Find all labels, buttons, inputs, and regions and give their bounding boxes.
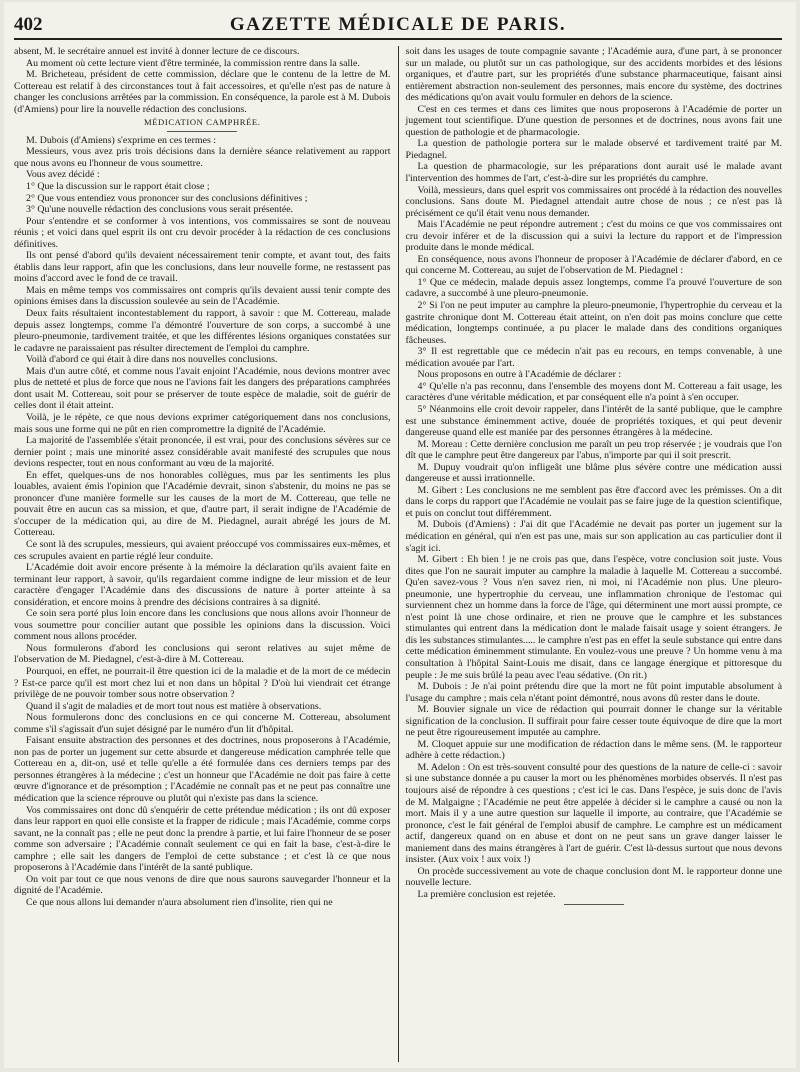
paragraph: La question de pharmacologie, sur les préparations dont aurait usé le malade avant l'intervention des hommes de l'art, c'est-à-dire sur les propriétés du camphre.: [405, 161, 782, 185]
paragraph: 5° Néanmoins elle croit devoir rappeler, dans l'intérêt de la santé publique, que le camphre est une substance éminemment active, douée de propriétés toxiques, et qui peut devenir dangereuse quand elle est maniée par des personnes étrangères à la médecine.: [405, 403, 782, 439]
paragraph: M. Dupuy voudrait qu'on infligeât une blâme plus sévère contre une médication aussi dangereuse et aussi irrationnelle.: [405, 461, 782, 485]
paragraph: M. Moreau : Cette dernière conclusion me paraît un peu trop réservée ; je voudrais que l'on dît que le camphre peut être dangereux par l'abus, n'importe par qui il soit prescrit.: [405, 438, 782, 462]
paragraph: Mais d'un autre côté, et comme nous l'avait enjoint l'Académie, nous devions montrer avec plus de netteté et plus de force que nous ne l'avions fait les dangers des préparations camphrées dont usait M. Cottereau, soit pour se préserver de toute espèce de maladie, soit de guérir de celles dont il était atteint.: [14, 365, 391, 412]
paragraph: 2° Que vous entendiez vous prononcer sur des conclusions définitives ;: [26, 192, 308, 204]
paragraph: Vos commissaires ont donc dû s'enquérir de cette prétendue médication ; ils ont dû exposer dans leur rapport en quoi elle consiste et la frapper de ridicule ; mais l'Académie, comme corps savant, ne la connaît pas ; elle ne peut donc la prendre à partie, et lui faire l'honneur de se poser comme son adversaire ; l'Académie connaît seulement ce qui en fait la base, c'est-à-dire le camphre ; elle sait les dangers de l'emploi de cette substance ; et c'est là ce que nous proposerons à l'Académie dans l'intérêt de la santé publique.: [14, 804, 391, 874]
paragraph: Quand il s'agit de maladies et de mort tout nous est matière à observations.: [26, 700, 322, 712]
paragraph: 3° Il est regrettable que ce médecin n'ait pas eu recours, en temps convenable, à une médication avouée par l'art.: [405, 346, 782, 369]
paragraph: La majorité de l'assemblée s'était prononcée, il est vrai, pour des conclusions sévères sur ce dernier point ; mais une minorité assez considérable avait manifesté des scrupules que nous devions respecter, tout en nous conformant au vœu de la majorité.: [14, 435, 391, 470]
paragraph: Mais l'Académie ne peut répondre autrement ; c'est du moins ce que vos commissaires ont cru devoir inférer et de la discussion qui a suivi la lecture du rapport et de l'impression produite dans le monde médical.: [405, 219, 782, 254]
paragraph: M. Cloquet appuie sur une modification de rédaction dans le même sens. (M. le rapporteur adhère à cette rédaction.): [405, 738, 782, 762]
paragraph: Pourquoi, en effet, ne pourrait-il être question ici de la maladie et de la mort de ce médecin ? Est-ce parce qu'il est mort chez lui et non dans un hôpital ? D'où lui viendrait cet étrange privilège de ne pouvoir tomber sous notre observation ?: [14, 665, 391, 701]
paragraph: M. Bouvier signale un vice de rédaction qui pourrait donner le change sur la véritable signification de la conclusion. Il suffirait pour faire cesser toute équivoque de dire que la mort ne peut être rigoureusement imputée au camphre.: [405, 704, 782, 739]
paragraph: Vous avez décidé :: [26, 169, 100, 181]
paragraph: M. Dubois (d'Amiens) : J'ai dit que l'Académie ne devait pas porter un jugement sur la médication en général, qui n'en est pas une, mais sur son application au cas particulier dont il s'agit ici.: [405, 519, 782, 554]
left-column: [14, 46, 398, 1062]
paragraph: Voilà, je le répète, ce que nous devions exprimer catégoriquement dans nos conclusions, mais sous une forme qui ne pût en rien compromettre la dignité de l'Académie.: [14, 411, 391, 435]
paragraph: Ce soin sera porté plus loin encore dans les conclusions que nous allons avoir l'honneur de vous soumettre pour concilier autant que possible les opinions dans la discussion. Voici comment nous allons procéder.: [14, 608, 391, 643]
paragraph: M. Gibert : Eh bien ! je ne crois pas que, dans l'espèce, votre conclusion soit juste. Vous dites que l'on ne saurait imputer au camphre la maladie à laquelle M. Cottereau a succombé. Qu'en savez-vous ? Vous n'en savez rien, ni moi, ni l'Académie non plus. Une pleuro-pneumonie, une hypertrophie du cerveau, une inflammation chronique de l'estomac qui surviennent chez un homme dans la force de l'âge, qui déterminent une mort aussi prompte, ce n'est point là une chose ordinaire, et rien ne prouve que le camphre et les substances stimulantes qui entrent dans la médication dont le malade faisait usage y soient étrangers. Je dis les substances stimulantes..... le camphre n'est pas en effet la seule substance qui entre dans cette médication éminemment stimulante. En voulez-vous une preuve ? Un homme venu à ma consultation à l'hôpital Saint-Louis me disait, dans ce langage énergique et pittoresque du peuple : Je me suis brûlé la peau avec l'eau sédative. (On rit.): [405, 554, 782, 681]
paragraph: On procède successivement au vote de chaque conclusion dont M. le rapporteur donne une nouvelle lecture.: [405, 865, 782, 889]
paragraph: Au moment où cette lecture vient d'être terminée, la commission rentre dans la salle.: [26, 57, 360, 69]
paragraph: La question de pathologie portera sur le malade observé et tardivement traité par M. Piedagnel.: [405, 138, 782, 161]
paragraph: Ce sont là des scrupules, messieurs, qui avaient préoccupé vos commissaires eux-mêmes, et ces scrupules avaient en partie réglé leur conduite.: [14, 538, 391, 562]
paragraph: 4° Qu'elle n'a pas reconnu, dans l'ensemble des moyens dont M. Cottereau a fait usage, les caractères d'une véritable médication, et par conséquent elle n'a point à s'en occuper.: [405, 380, 782, 404]
paragraph: Messieurs, vous avez pris trois décisions dans la dernière séance relativement au rapport que nous avons eu l'honneur de vous soumettre.: [14, 146, 391, 169]
paragraph: soit dans les usages de toute compagnie savante ; l'Académie aura, d'une part, à se prononcer sur un malade, ou plutôt sur un cas pathologique, sur des accidents morbides et des lésions organiques, et d'autre part, sur les propriétés d'une substance pharmaceutique, faisant ainsi entièrement abstraction non-seulement des personnes, mais encore du système, des doctrines des médications qu'on avait voulu formuler en dehors de la science.: [405, 46, 782, 104]
article-columns: [14, 46, 782, 1062]
paragraph: absent, M. le secrétaire annuel est invité à donner lecture de ce discours.: [14, 46, 300, 57]
page-header: [14, 10, 782, 40]
paragraph: Nous formulerons donc des conclusions en ce qui concerne M. Cottereau, absolument comme s'il s'agissait d'un sujet désigné par le numéro d'un lit d'hôpital.: [14, 712, 391, 735]
paragraph: Ce que nous allons lui demander n'aura absolument rien d'insolite, rien qui ne: [26, 896, 333, 908]
paragraph: Pour s'entendre et se conformer à vos intentions, vos commissaires se sont de nouveau réunis ; et voici dans quel esprit ils ont cru devoir procéder à la rédaction de ces conclusions définitives.: [14, 215, 391, 250]
paragraph: Ils ont pensé d'abord qu'ils devaient nécessairement tenir compte, et avant tout, des faits établis dans leur rapport, afin que les conclusions, dans leur nouvelle forme, ne restassent pas moins d'accord avec le fond de ce travail.: [14, 250, 391, 285]
paragraph: En conséquence, nous avons l'honneur de proposer à l'Académie de déclarer d'abord, en ce qui concerne M. Cottereau, au sujet de l'observation de M. Piedagnel :: [405, 253, 782, 277]
paragraph: 1° Que la discussion sur le rapport était close ;: [26, 181, 210, 193]
paragraph: Nous formulerons d'abord les conclusions qui seront relatives au sujet même de l'observation de M. Piedagnel, c'est-à-dire à M. Cottereau.: [14, 642, 391, 666]
paragraph: Nous proposons en outre à l'Académie de déclarer :: [417, 369, 622, 381]
paragraph: On voit par tout ce que nous venons de dire que nous saurons sauvegarder l'honneur et la dignité de l'Académie.: [14, 873, 391, 897]
paragraph: Deux faits résultaient incontestablement du rapport, à savoir : que M. Cottereau, malade depuis assez longtemps, comme l'a démontré l'ouverture de son corps, a succombé à une pleuro-pneumonie, tardivement traitée, et que les différentes lésions organiques constatées sur le cadavre ne paraissaient pas résulter directement de l'emploi du camphre.: [14, 308, 391, 354]
paragraph: 2° Si l'on ne peut imputer au camphre la pleuro-pneumonie, l'hypertrophie du cerveau et la gastrite chronique dont M. Cottereau était atteint, on n'en doit pas moins conclure que cette médication, longtemps continuée, a pu placer le malade dans des conditions organiques fâcheuses.: [405, 300, 782, 346]
journal-title: GAZETTE MÉDICALE DE PARIS.: [229, 14, 567, 35]
paragraph: Faisant ensuite abstraction des personnes et des doctrines, nous proposerons à l'Académie, non pas de porter un jugement sur cette absurde et dangereuse médication camphrée telle que Cottereau en a, dit-on, usé et telle qu'elle a été formulée dans ces derniers temps par des personnes étrangères à la médecine ; c'est un honneur que l'Académie ne doit pas faire à cette œuvre d'ignorance et de présomption ; l'Académie ne connaît pas et ne peut pas connaître une médication que la science réprouve ou plutôt qui n'existe pas dans la science.: [14, 735, 391, 804]
section-heading: MÉDICATION CAMPHRÉE.: [143, 117, 261, 128]
paragraph: L'Académie doit avoir encore présente à la mémoire la déclaration qu'ils avaient faite en terminant leur rapport, à savoir, qu'ils regardaient comme indigne de leur mission et de leur caractère d'engager l'Académie dans des discussions de nature à porter atteinte à sa considération, et encore moins à prendre des décisions contraires à sa dignité.: [14, 562, 391, 608]
divider: [167, 131, 237, 132]
paragraph: Mais en même temps vos commissaires ont compris qu'ils devaient aussi tenir compte des opinions émises dans la discussion soulevée au sein de l'Académie.: [14, 284, 391, 308]
paragraph: 3° Qu'une nouvelle rédaction des conclusions vous serait présentée.: [26, 204, 294, 216]
paragraph: Voilà d'abord ce qui était à dire dans nos nouvelles conclusions.: [26, 354, 278, 366]
paragraph: M. Adelon : On est très-souvent consulté pour des questions de la nature de celle-ci : savoir si une substance donnée a pu causer la mort ou les phénomènes morbides observés. Il n'est pas toujours aisé de répondre à ces questions ; c'est ici le cas. Dans l'espèce, je suis donc de l'avis de M. Malgaigne ; l'Académie ne peut être appelée à décider si le camphre a causé ou non la mort. Mais il y a une autre question sur laquelle il importe, au contraire, que l'Académie se prononce, c'est le fait général de l'emploi abusif de camphre. Le camphre est un médicament actif, dangereux quand on en abuse et dont on ne peut sans un grave danger laisser le maniement dans des mains étrangères à l'art de guérir. C'est là-dessus surtout que nous devons insister. (Aux voix ! aux voix !): [405, 761, 782, 866]
page-number: 402: [14, 14, 43, 35]
paragraph: M. Dubois (d'Amiens) s'exprime en ces termes :: [26, 134, 217, 146]
paragraph: Voilà, messieurs, dans quel esprit vos commissaires ont procédé à la rédaction des nouvelles conclusions. Sans doute M. Piedagnel attendait autre chose de nous ; ce n'est pas là précisément ce qu'il était venu nous demander.: [405, 184, 782, 219]
paragraph: M. Dubois : Je n'ai point prétendu dire que la mort ne fût point imputable absolument à l'usage du camphre ; mais cela n'étant point démontré, nous avons dû rester dans le doute.: [405, 681, 782, 704]
divider: [564, 904, 624, 905]
paragraph: M. Gibert : Les conclusions ne me semblent pas être d'accord avec les prémisses. On a dit dans le corps du rapport que l'Académie ne voulait pas se faire juge de la question scientifique, et puis on conclut tout différemment.: [405, 484, 782, 519]
paragraph: La première conclusion est rejetée.: [417, 888, 556, 900]
paragraph: En effet, quelques-uns de nos honorables collègues, mus par les sentiments les plus louables, avaient émis l'opinion que l'Académie devrait, sinon s'abstenir, du moins ne pas se prononcer d'une manière formelle sur les causes de la mort de M. Cottereau, que telle ne pouvait être en aucun cas sa mission, et que, d'autre part, il serait indigne de l'Académie de s'occuper de la médication qui, au dire de M. Piedagnel, aurait abrégé les jours de M. Cottereau.: [14, 469, 391, 539]
paragraph: 1° Que ce médecin, malade depuis assez longtemps, comme l'a prouvé l'ouverture de son cadavre, a succombé à une pleuro-pneumonie.: [405, 276, 782, 300]
right-column: [399, 46, 783, 1062]
paragraph: M. Bricheteau, président de cette commission, déclare que le contenu de la lettre de M. Cottereau est relatif à des circonstances tout à fait accessoires, et qu'elle n'est pas de nature à changer les conclusions arrêtées par la commission. En conséquence, la parole est à M. Dubois (d'Amiens) pour lire la nouvelle rédaction des conclusions.: [14, 69, 391, 115]
paragraph: C'est en ces termes et dans ces limites que nous proposerons à l'Académie de porter un jugement tout scientifique. D'une question de personnes et de doctrines, nous avons fait une question de pathologie et de pharmacologie.: [405, 103, 782, 138]
newspaper-page: [4, 2, 796, 1068]
